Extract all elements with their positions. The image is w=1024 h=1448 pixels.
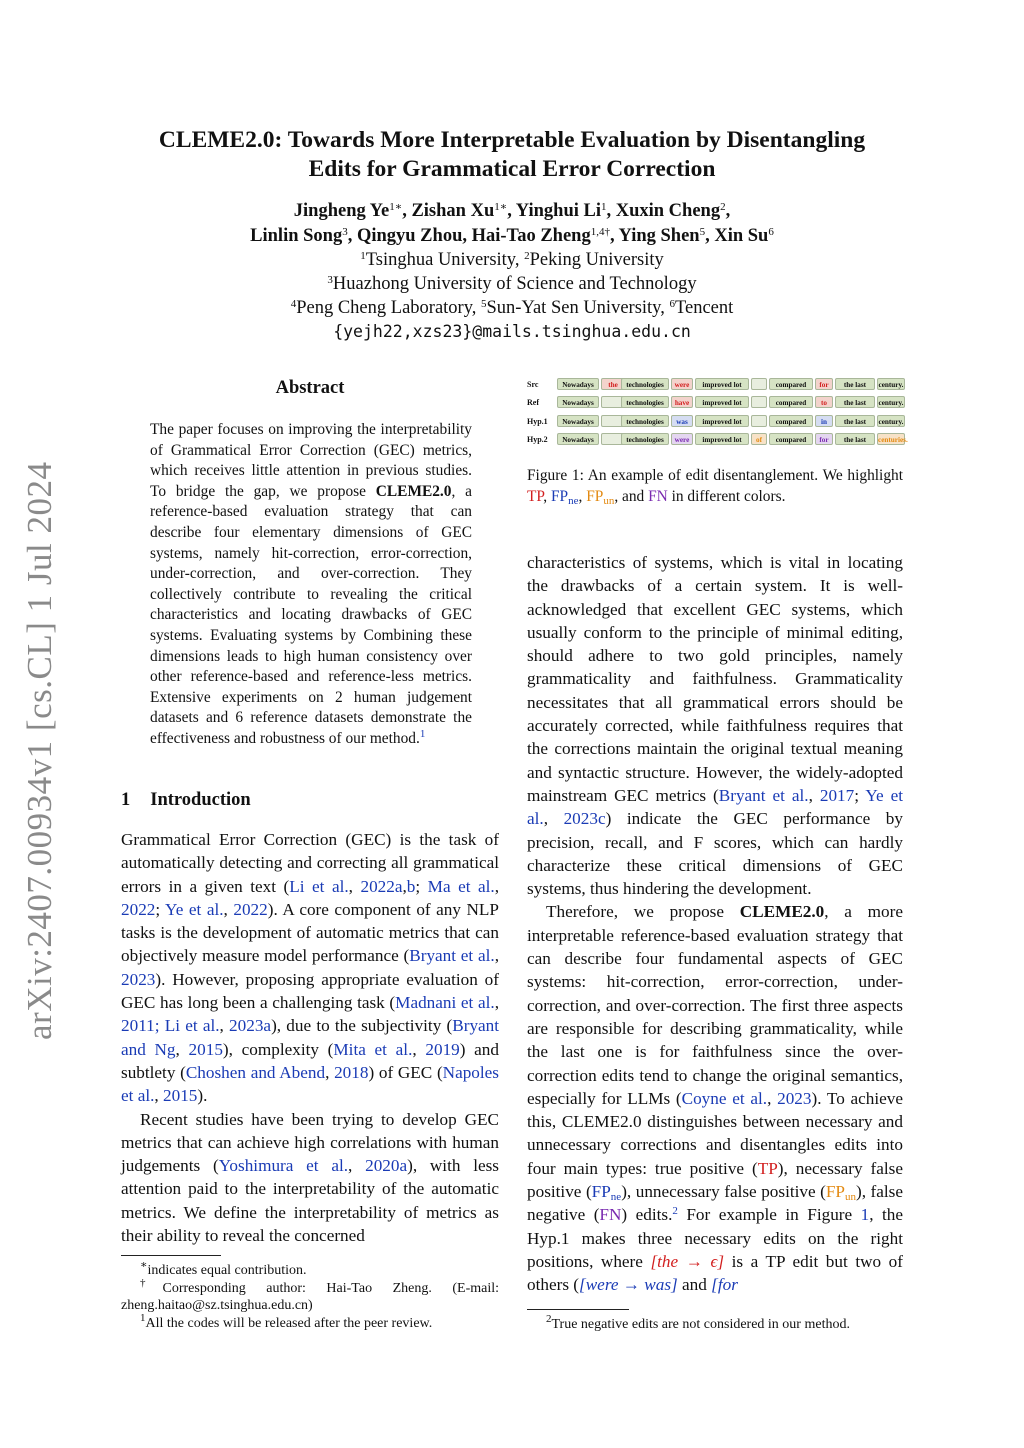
figure-1 [527,378,908,452]
abstract-text: The paper focuses on improving the interpretability of Grammatical Error Correction (GEC) metrics, which receives little attention in previous studies. To bridge the gap, we propose [150,421,472,500]
author-name: Hai-Tao Zheng [471,226,591,246]
figure-row [527,396,903,414]
author-name: Xuxin Cheng [615,201,721,221]
right-paragraph-1: characteristics of systems, which is vital in locating the drawbacks of a certain system. It is well-acknowledged that excellent GEC systems, which usually conform to the principle of minimal editing, should adhere to two gold principles, namely grammaticality and faithfulness. Grammaticality necessitates that all grammatical errors should be accurately corrected, while faithfulness requires that the corrections maintain the original textual meaning and syntactic structure. However, the widely-adopted mainstream GEC metrics (Bryant et al., 2017; Ye et al., 2023c) indicate the GEC performance by precision, recall, and F scores, which can hardly characterize these critical dimensions of GEC systems, thus hindering the development. [527,553,904,899]
footnote-rule [527,1309,629,1310]
figure-token: to [815,396,833,408]
edit-example: [the → ϵ] [650,1251,725,1271]
author-affil-mark: 1∗ [494,201,508,213]
affil-name: Tsinghua University, [365,250,525,270]
affil-line-2 [100,272,924,296]
figure-ref-link[interactable]: 1 [860,1205,870,1225]
citation-link[interactable]: 2022 [121,899,156,919]
figure-row-label: Hyp.1 [527,416,548,426]
figure-token: the last [835,415,875,427]
citation-link[interactable]: Choshen and Abend [185,1062,326,1082]
figure-token [751,396,767,408]
citation-link[interactable]: 2015 [188,1039,223,1059]
figure-token: were [671,378,693,390]
author-affil-mark: 1,4† [590,226,610,238]
figure-token: the [601,378,625,390]
footnote-ref[interactable]: 1 [419,727,426,740]
figure-token: improved lot [695,378,749,390]
affil-line-3 [100,296,924,320]
citation-link[interactable]: 2017 [819,785,855,805]
author-name: Yinghui Li [515,201,601,221]
edit-example: [were → was] [579,1275,678,1295]
figure-token: the last [835,378,875,390]
figure-token: technologies [621,396,669,408]
affiliations [100,248,924,344]
author-name: Zishan Xu [411,201,495,221]
figure-token: compared [769,433,813,445]
figure-token: technologies [621,415,669,427]
figure-row-label: Ref [527,398,539,408]
author-name: Linlin Song [250,226,343,246]
citation-link[interactable]: 2019 [425,1039,460,1059]
citation-link[interactable]: 2023 [777,1088,812,1108]
citation-link[interactable]: 2023a [229,1016,272,1036]
figure-token: was [671,415,693,427]
figure-token: Nowadays [557,378,599,390]
footnote-rule [121,1255,221,1256]
paper-title [100,126,924,184]
figure-token: improved lot [695,415,749,427]
term-tp: TP [757,1158,778,1178]
affil-name: Peking University [529,250,664,270]
right-paragraph-2: Therefore, we propose CLEME2.0, a more interpretable reference-based evaluation strategy that can describe four fundamental aspects of GEC systems: hit-correction, error-correction, under-correction, and over-correction. The first three aspects are responsible for describing grammaticality, while the last one is for faithfulness since the over-correction edits tend to change the original semantics, especially for LLMs (Coyne et al., 2023). To achieve this, CLEME2.0 distinguishes between necessary and unnecessary corrections and disentangles edits into four main types: true positive (TP), necessary false positive $(FP_{ne})$, unnecessary false positive $(FP_{un})$, false negative (FN) edits.$^2$ For example in Figure 1, the Hyp.1 makes three necessary edits on the right positions, where [the → ϵ] is a TP edit but two of others ([were → was] and [for [527,902,903,1295]
figure-token: were [671,433,693,445]
footnote-right: $^2$True negative edits are not considered in our method. [546,1313,850,1332]
intro-right-column [527,551,903,1297]
title-line-1: CLEME2.0: Towards More Interpretable Evaluation by Disentangling [158,127,866,153]
abstract-text: , a reference-based evaluation strategy that can describe four elementary dimensions of GEC systems, namely hit-correction, error-correction, under-correction, and over-correction. They collectively contribute to revealing the critical characteristics and locating drawbacks of GEC systems. Evaluating systems by Combining these dimensions leads to high human consistency over other reference-based and reference-less metrics. Extensive experiments on 2 human judgement datasets and 6 reference datasets demonstrate the effectiveness and robustness of our method. [150,482,472,747]
affil-mark: 2 [524,250,530,262]
author-affil-mark: 2 [720,201,726,213]
affil-line-1 [100,248,924,272]
citation-link[interactable]: 2022a [360,876,403,896]
section-number: 1 [121,790,131,810]
affil-name: Huazhong University of Science and Technology [332,274,697,294]
figure-token: the last [835,433,875,445]
abstract-heading: Abstract [275,378,345,398]
figure-token: compared [769,415,813,427]
term-fn: FN [599,1205,622,1225]
affil-mark: 5 [481,298,487,310]
figure-token: technologies [621,378,669,390]
author-line-1: Jingheng $Ye^{1∗}$, Zishan $Xu^{1∗}$, Yinghui Li$^1$, Xuxin Cheng$^2$, [293,201,731,221]
affil-mark: 6 [669,298,675,310]
citation-link[interactable]: 2011; Li et al. [121,1016,220,1036]
figure-token: centuries. [877,433,905,445]
abstract-body [150,420,472,750]
citation-link[interactable]: Coyne et al. [681,1088,768,1108]
legend-fp-un: $FP_{un}$ [586,487,615,507]
figure-token: for [815,433,833,445]
author-affil-mark: 1 [600,201,607,213]
author-affil-mark: 6 [768,226,774,238]
figure-row [527,378,903,396]
author-name: Jingheng Ye [293,201,390,221]
term-fp-ne: $FP_{ne}$ [591,1182,622,1204]
edit-example: [for [711,1275,738,1295]
affil-name: Peng Cheng Laboratory, [296,298,482,318]
figure-token: compared [769,396,813,408]
figure-token: Nowadays [557,415,599,427]
citation-link[interactable]: Bryant and Ng [121,1016,500,1059]
intro-paragraph-1: Grammatical Error Correction (GEC) is the task of automatically detecting and correcting all grammatical errors in a given text (Li et al., 2022a,b; Ma et al., 2022; Ye et al., 2022). A core component of any NLP tasks is the development of automatic metrics that can objectively measure model performance (Bryant et al., 2023). However, proposing appropriate evaluation of GEC has long been a challenging task (Madnani et al., 2011; Li et al., 2023a), due to the subjectivity (Bryant and Ng, 2015), complexity (Mita et al., 2019) and subtlety (Choshen and Abend, 2018) of GEC (Napoles et al., 2015). [121,830,500,1106]
footnote-ref[interactable]: 2 [672,1205,678,1218]
figure-token: of [751,433,767,445]
figure-token [751,378,767,390]
author-affil-mark: 5 [699,226,706,238]
citation-link[interactable]: Bryant et al. [718,785,809,805]
figure-token: compared [769,378,813,390]
figure-row-label: Hyp.2 [527,435,548,445]
footnote-2: †Corresponding author: Hai-Tao Zheng. (E-mail: zheng.haitao@sz.tsinghua.edu.cn) [121,1276,500,1313]
figure-token: have [671,396,693,408]
section-title: Introduction [150,790,251,810]
citation-link[interactable]: 2015 [163,1086,198,1106]
figure-token: improved lot [695,433,749,445]
citation-link[interactable]: 2022 [233,899,268,919]
figure-row-label: Src [527,380,539,389]
footnote-1: ∗indicates equal contribution. [140,1259,307,1278]
citation-link[interactable]: Mita et al. [333,1039,413,1059]
citation-link[interactable]: 2018 [334,1062,369,1082]
citation-link[interactable]: Bryant et al. [409,946,495,966]
legend-tp: TP [527,487,544,505]
citation-link[interactable]: Li et al. [289,876,349,896]
citation-link[interactable]: Ye et al. [527,785,904,829]
legend-fn: FN [648,487,668,505]
footnotes-left [121,1259,500,1332]
abstract-bold-term: CLEME2.0 [375,482,452,500]
citation-link[interactable]: 2023 [121,969,156,989]
figure-1-caption: Figure 1: An example of edit disentanglement. We highlight TP, $FP_{ne}$, $FP_{un}$, and FN in different colors. [527,467,903,507]
author-affil-mark: 3 [342,226,348,238]
citation-link[interactable]: Napoles et al. [121,1062,499,1106]
citation-link[interactable]: 2023c [563,809,606,829]
method-name: CLEME2.0 [739,902,825,922]
figure-token: Nowadays [557,433,599,445]
affil-name: Tencent [674,298,734,318]
author-name: Qingyu Zhou [356,226,463,246]
figure-token: technologies [621,433,669,445]
arxiv-stamp: arXiv:2407.00934v1 [cs.CL] 1 Jul 2024 [20,461,59,1040]
figure-token: Nowadays [557,396,599,408]
legend-fp-ne: $FP_{ne}$ [550,487,579,507]
section-heading [121,790,251,811]
affil-name: Sun-Yat Sen University, [486,298,670,318]
affil-mark: 1 [360,250,366,262]
intro-paragraph-2: Recent studies have been trying to develop GEC metrics that can achieve high correlations with human judgements (Yoshimura et al., 2020a), with less attention paid to the interpretability of the automatic metrics. We define the interpretability of metrics as their ability to reveal the concerned [121,1109,499,1246]
title-line-2: Edits for Grammatical Error Correction [308,156,716,182]
citation-link[interactable]: Yoshimura et al. [218,1156,349,1176]
author-line-2: Linlin Song$^3$, Qingyu Zhou, Hai-Tao Zheng$^{1,4\dagger}$, Ying Shen$^5$, Xin Su$^6$ [250,226,774,246]
author-affil-mark: 1∗ [389,201,403,213]
figure-row [527,433,908,451]
figure-token: for [815,378,833,390]
figure-token: in [815,415,833,427]
intro-left-column [121,828,499,1247]
figure-token [751,415,767,427]
footnote-3: $^1$All the codes will be released after the peer review. [140,1311,433,1331]
figure-token: century. [877,378,905,390]
contact-email[interactable]: {yejh22,xzs23}@mails.tsinghua.edu.cn [333,322,691,341]
citation-link[interactable]: Ma et al. [427,876,495,896]
term-fp-un: $FP_{un}$ [825,1182,856,1204]
author-list [100,199,924,249]
citation-link[interactable]: 2020a [365,1156,408,1176]
figure-token: century. [877,396,905,408]
citation-link[interactable]: Madnani et al. [395,993,495,1013]
author-name: Ying Shen [618,226,700,246]
affil-mark: 4 [290,298,297,310]
author-name: Xin Su [714,226,769,246]
affil-mark: 3 [327,274,333,286]
citation-link[interactable]: Ye et al. [165,899,224,919]
figure-token: century. [877,415,905,427]
figure-row [527,415,903,433]
figure-token: improved lot [695,396,749,408]
figure-token: the last [835,396,875,408]
citation-link[interactable]: b [406,876,416,896]
